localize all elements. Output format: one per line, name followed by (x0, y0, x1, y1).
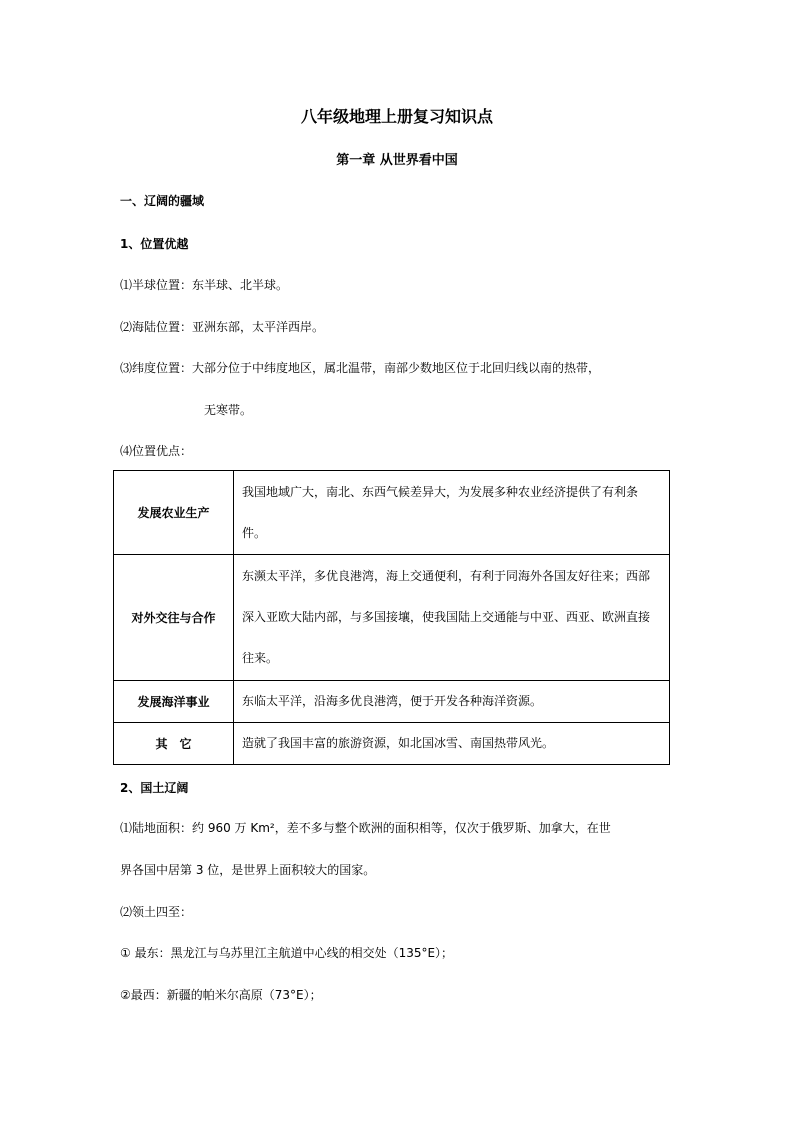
text-line: ⑶纬度位置：大部分位于中纬度地区，属北温带，南部少数地区位于北回归线以南的热带， (120, 361, 601, 375)
table-cell: 东临太平洋，沿海多优良港湾，便于开发各种海洋资源。 (234, 681, 670, 723)
text-line: ⑴半球位置：东半球、北半球。 (120, 278, 289, 292)
document-title: 八年级地理上册复习知识点 (300, 107, 493, 126)
subsection-heading: 1、位置优越 (120, 237, 189, 251)
table-row-header: 对外交往与合作 (114, 555, 234, 681)
text-line: 界各国中居第 3 位，是世界上面积较大的国家。 (120, 863, 376, 877)
table-cell: 东濒太平洋，多优良港湾，海上交通便利，有利于同海外各国友好往来；西部深入亚欧大陆内部，与多国接壤，使我国陆上交通能与中亚、西亚、欧洲直接往来。 (234, 555, 670, 681)
section-heading: 一、辽阔的疆域 (120, 194, 205, 208)
text-line: 无寒带。 (204, 403, 253, 417)
table-cell: 我国地域广大，南北、东西气候差异大，为发展多种农业经济提供了有利条件。 (234, 471, 670, 555)
table-row-header: 发展农业生产 (114, 471, 234, 555)
text-line: ②最西：新疆的帕米尔高原（73°E）； (120, 988, 322, 1002)
table-row (114, 471, 670, 555)
table-row-header: 发展海洋事业 (114, 681, 234, 723)
table-row (114, 681, 670, 723)
text-line: ⑷位置优点： (120, 444, 193, 458)
text-line: ① 最东：黑龙江与乌苏里江主航道中心线的相交处（135°E）； (120, 946, 454, 960)
table-row (114, 723, 670, 765)
chapter-heading: 第一章 从世界看中国 (336, 153, 458, 168)
table-row (114, 555, 670, 681)
subsection-heading: 2、国土辽阔 (120, 781, 189, 795)
table-row-header: 其 它 (114, 723, 234, 765)
text-line: ⑵海陆位置：亚洲东部，太平洋西岸。 (120, 320, 325, 334)
text-line: ⑵领土四至： (120, 905, 193, 919)
table-cell: 造就了我国丰富的旅游资源，如北国冰雪、南国热带风光。 (234, 723, 670, 765)
advantages-table (113, 470, 670, 765)
text-line: ⑴陆地面积：约 960 万 Km²，差不多与整个欧洲的面积相等，仅次于俄罗斯、加拿大，在世 (120, 821, 611, 835)
